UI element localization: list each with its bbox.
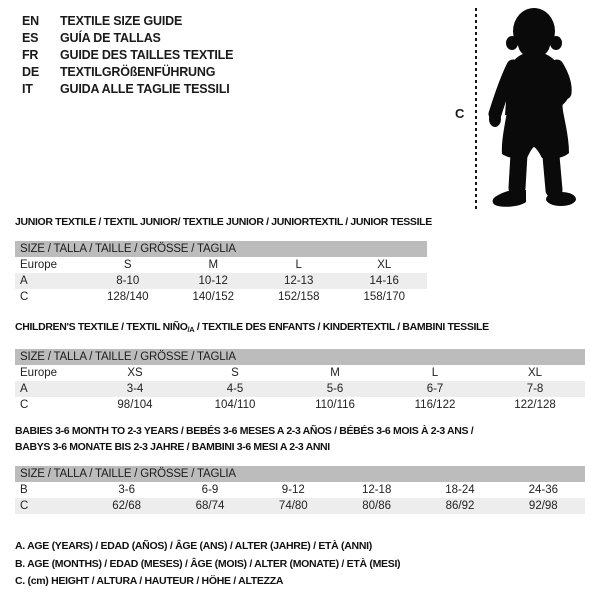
table-row xyxy=(15,289,427,305)
row-label: C xyxy=(20,500,29,512)
language-row xyxy=(22,81,233,98)
junior-table-title: JUNIOR TEXTILE / TEXTIL JUNIOR/ TEXTILE JUNIOR / JUNIORTEXTIL / JUNIOR TESSILE xyxy=(15,216,432,228)
language-code: EN xyxy=(22,14,39,28)
table-row xyxy=(15,381,585,397)
row-label: Europe xyxy=(20,259,58,271)
junior-size-table xyxy=(15,241,427,305)
size-cell: M xyxy=(208,259,219,271)
size-cell: XL xyxy=(527,367,543,379)
size-cell: 7-8 xyxy=(526,383,544,395)
size-cell: 6-7 xyxy=(426,383,444,395)
size-cell: 6-9 xyxy=(201,484,219,496)
children-table-title xyxy=(15,321,489,334)
size-cell: S xyxy=(231,367,239,379)
size-cell: 122/128 xyxy=(514,399,556,411)
row-label: Europe xyxy=(20,367,58,379)
table-row xyxy=(15,482,585,498)
table-row xyxy=(15,273,427,289)
children-title-sub: /A xyxy=(187,325,195,334)
language-title: GUIDE DES TAILLES TEXTILE xyxy=(60,48,234,62)
size-header-row xyxy=(15,241,427,257)
row-label: B xyxy=(20,484,28,496)
size-cell: 3-6 xyxy=(118,484,135,496)
size-cell: 62/68 xyxy=(112,500,142,512)
toddler-silhouette-icon xyxy=(482,2,597,210)
language-code: ES xyxy=(22,31,39,45)
size-cell: 4-5 xyxy=(226,383,244,395)
size-header-row xyxy=(15,466,585,482)
language-code: DE xyxy=(22,65,39,79)
language-row xyxy=(22,47,233,64)
children-title-pre: CHILDREN'S TEXTILE / TEXTIL NIÑO xyxy=(15,321,188,333)
note-a: A. AGE (YEARS) / EDAD (AÑOS) / ÂGE (ANS) / ALTER (JAHRE) / ETÀ (ANNI) xyxy=(15,540,372,552)
size-cell: L xyxy=(431,367,439,379)
size-cell: 12-18 xyxy=(361,484,392,496)
size-cell: 104/110 xyxy=(214,399,256,411)
children-title-post: / TEXTILE DES ENFANTS / KINDERTEXTIL / BAMBINI TESSILE xyxy=(194,321,489,333)
language-row xyxy=(22,30,233,47)
size-cell: 158/170 xyxy=(363,291,406,303)
size-cell: M xyxy=(330,367,340,379)
size-cell: 128/140 xyxy=(106,291,149,303)
size-cell: 98/104 xyxy=(117,399,153,411)
size-cell: 24-36 xyxy=(528,484,559,496)
size-cell: 110/116 xyxy=(315,399,355,411)
language-title: TEXTILGRÖßENFÜHRUNG xyxy=(60,65,216,79)
note-c: C. (cm) HEIGHT / ALTURA / HAUTEUR / HÖHE / ALTEZZA xyxy=(15,575,284,587)
size-header-label: SIZE / TALLA / TAILLE / GRÖSSE / TAGLIA xyxy=(15,241,427,257)
row-label: C xyxy=(20,291,29,303)
size-cell: L xyxy=(295,259,302,271)
size-cell: 86/92 xyxy=(445,500,475,512)
dashed-height-line xyxy=(475,8,477,210)
babies-size-table xyxy=(15,466,585,514)
size-cell: 5-6 xyxy=(326,383,344,395)
row-label: C xyxy=(20,399,29,411)
height-label-c: C xyxy=(455,106,465,121)
size-cell: XS xyxy=(127,367,143,379)
note-b: B. AGE (MONTHS) / EDAD (MESES) / ÂGE (MOIS) / ALTER (MONATE) / ETÀ (MESI) xyxy=(15,557,401,570)
table-row xyxy=(15,365,585,381)
size-cell: 12-13 xyxy=(284,275,314,287)
size-cell: XL xyxy=(377,259,392,271)
children-size-table xyxy=(15,349,585,413)
size-cell: 9-12 xyxy=(281,484,305,496)
size-cell: 14-16 xyxy=(369,275,399,287)
babies-title-line2: BABYS 3-6 MONATE BIS 2-3 JAHRE / BAMBINI 3-6 MESI A 2-3 ANNI xyxy=(15,440,330,453)
row-label: A xyxy=(20,383,28,395)
table-row xyxy=(15,257,427,273)
size-header-label: SIZE / TALLA / TAILLE / GRÖSSE / TAGLIA xyxy=(15,466,585,482)
size-cell: 8-10 xyxy=(116,275,140,287)
size-header-row xyxy=(15,349,585,365)
size-header-label: SIZE / TALLA / TAILLE / GRÖSSE / TAGLIA xyxy=(15,349,585,365)
size-cell: 74/80 xyxy=(278,500,308,512)
row-label: A xyxy=(20,275,28,287)
language-row xyxy=(22,13,233,30)
language-row xyxy=(22,64,233,81)
footnotes xyxy=(15,538,400,591)
babies-table-title xyxy=(15,424,473,455)
size-cell: 140/152 xyxy=(192,291,235,303)
language-title: GUIDA ALLE TAGLIE TESSILI xyxy=(60,82,230,96)
babies-title-line1: BABIES 3-6 MONTH TO 2-3 YEARS / BEBÉS 3-6 MESES A 2-3 AÑOS / BÉBÉS 3-6 MOIS À 2-3 ANS / xyxy=(15,425,474,437)
language-code: FR xyxy=(22,48,39,62)
size-cell: 3-4 xyxy=(126,383,144,395)
size-cell: 68/74 xyxy=(195,500,225,512)
size-cell: S xyxy=(123,259,132,271)
language-title: TEXTILE SIZE GUIDE xyxy=(60,14,183,28)
size-cell: 80/86 xyxy=(362,500,392,512)
table-row xyxy=(15,397,585,413)
size-cell: 116/122 xyxy=(414,399,456,411)
table-row xyxy=(15,498,585,514)
size-cell: 18-24 xyxy=(445,484,475,496)
language-code: IT xyxy=(22,82,33,96)
size-cell: 92/98 xyxy=(528,500,558,512)
size-cell: 152/158 xyxy=(277,291,320,303)
size-cell: 10-12 xyxy=(198,275,228,287)
language-header xyxy=(22,13,233,98)
language-title: GUÍA DE TALLAS xyxy=(60,31,161,45)
